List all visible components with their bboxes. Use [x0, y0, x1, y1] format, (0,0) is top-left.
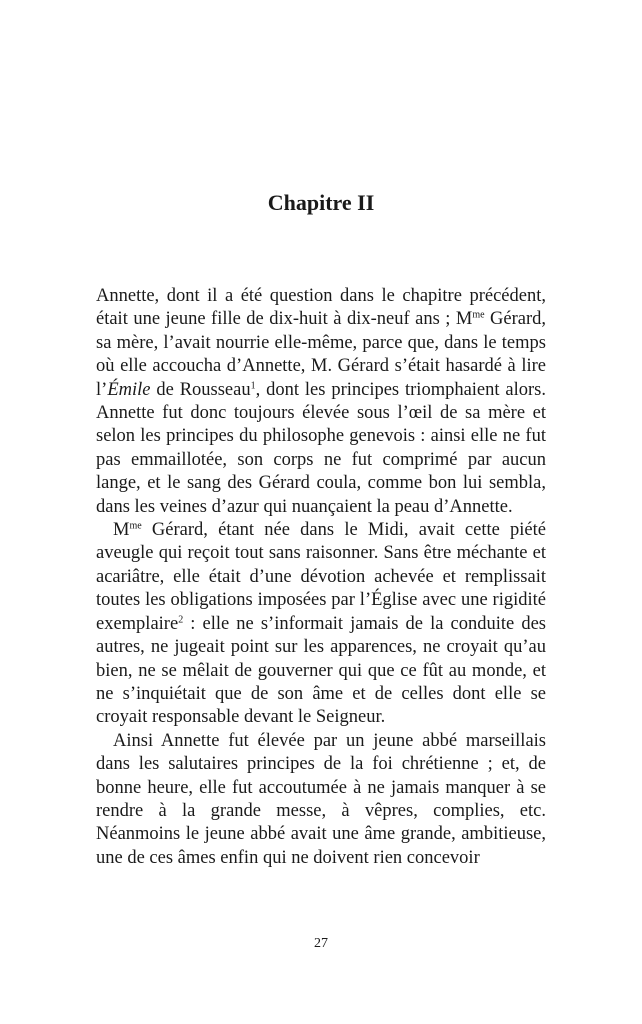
paragraph-3: Ainsi Annette fut élevée par un jeune abbé marseillais dans les salutaires principes de la foi chrétienne ; et, de bonne heure, elle fut accoutumée à ne jamais manquer à se rendre à la grande messe, à vêpres, complies, etc. Néanmoins le jeune abbé avait une âme grande, ambitieuse, une de ces âmes enfin qui ne doivent rien concevoir [96, 730, 546, 868]
paragraph-2 [96, 519, 546, 730]
paragraph-1-text-a: Annette, dont il a été question dans le chapitre précédent, était une jeune fille de dix-huit à dix-neuf ans ; M [96, 286, 546, 330]
chapter-title: Chapitre II [267, 190, 375, 215]
paragraph-1-text-d: , dont les principes triomphaient alors. Annette fut donc toujours élevée sous l’œil de sa mère et selon les principes du philosophe genevois : ainsi elle ne fut pas emmaillotée, son corps ne fut comprimé par aucun lange, et le sang des Gérard coula, comme bon lui sembla, dans les veines d’azur qui nuançaient la peau d’Annette. [96, 379, 547, 517]
paragraph-2-text-b: Gérard, étant née dans le Midi, avait cette piété aveugle qui reçoit tout sans raisonner. Sans être méchante et acariâtre, elle était d’une dévotion achevée et remplissait toutes les obligations imposées par l’Église avec une rigidité exemplaire [96, 520, 546, 634]
body-text [96, 285, 546, 870]
paragraph-2-text-a: M [113, 520, 130, 541]
book-title: Émile [107, 379, 151, 400]
madame-abbreviation: me [129, 520, 142, 532]
paragraph-1-text-c: de Rousseau [150, 379, 251, 400]
madame-abbreviation: me [472, 309, 485, 321]
paragraph-1 [96, 285, 546, 519]
footnote-ref-1[interactable]: 1 [250, 380, 256, 392]
page-number: 27 [314, 936, 328, 951]
footnote-ref-2[interactable]: 2 [178, 614, 184, 626]
paragraph-2-text-c: : elle ne s’informait jamais de la conduite des autres, ne jugeait point sur les apparences, ne croyait qu’au bien, ne se mêlait de gouverner qui que ce fût au monde, et ne s’inquiétait que de son âme et de celles dont elle se croyait responsable devant le Seigneur. [96, 613, 546, 728]
paragraph-1-text-b: Gérard, sa mère, l’avait nourrie elle-même, parce que, dans le temps où elle accoucha d’Annette, M. Gérard s’était hasardé à lire l’ [96, 309, 546, 400]
